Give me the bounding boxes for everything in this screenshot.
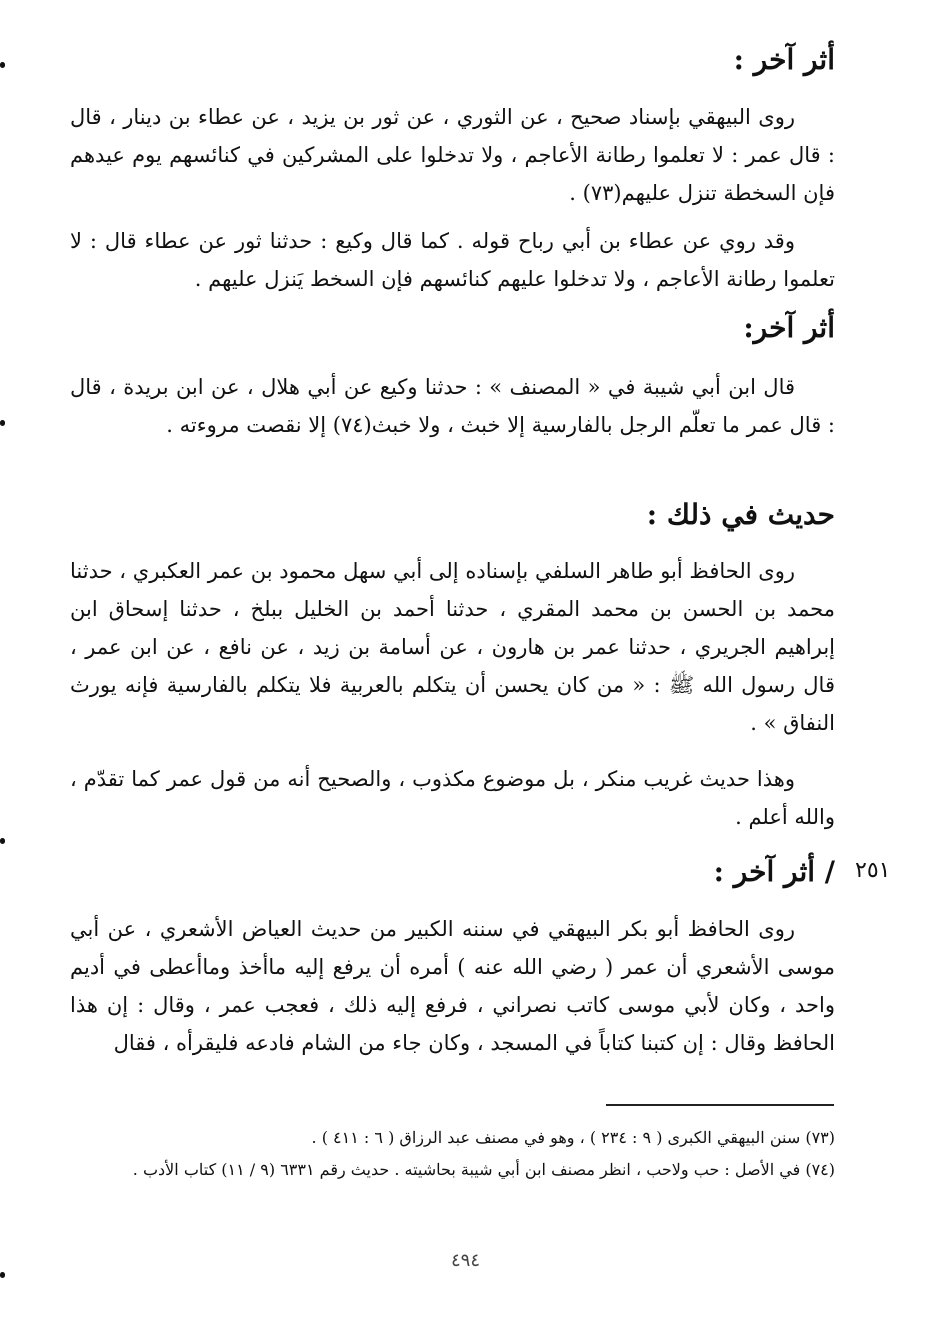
margin-page-reference: ٢٥١ — [855, 858, 891, 883]
paragraph-ibn-abi-shayba: قال ابن أبي شيبة في « المصنف » : حدثنا وكيع عن أبي هلال ، عن ابن بريدة ، قال : قال عمر ما تعلّم الرجل بالفارسية إلا خبث ، ولا خبث(٧٤) إلا نقصت مروءته . — [70, 375, 835, 437]
section-heading-athar-3: / أثر آخر : — [713, 855, 835, 888]
scan-edge-mark — [0, 62, 5, 68]
footnote-separator — [606, 1104, 834, 1106]
paragraph-abu-musa-narration: روى الحافظ أبو بكر البيهقي في سننه الكبير من حديث العياض الأشعري ، عن أبي موسى الأشعري أن عمر ( رضي الله عنه ) أمره أن يرفع إليه ماأخذ وماأعطى في أديم واحد ، وكان لأبي موسى كاتب نصراني ، فرفع إليه ذلك ، فعجب عمر ، وقال : إن هذا الحافظ وقال : إن كتبنا كتاباً في المسجد ، وكان جاء من الشام فادعه فليقرأه ، فقال — [70, 917, 835, 1055]
paragraph-silafi-narration: روى الحافظ أبو طاهر السلفي بإسناده إلى أبي سهل محمود بن عمر العكبري ، حدثنا محمد بن الحسن بن محمد المقري ، حدثنا أحمد بن الخليل ببلخ ، حدثنا إسحاق ابن إبراهيم الجريري ، حدثنا عمر بن هارون ، عن أسامة بن زيد ، عن نافع ، عن ابن عمر ، قال رسول الله ﷺ : « من كان يحسن أن يتكلم بالعربية فلا يتكلم بالفارسية فإنه يورث النفاق » . — [70, 559, 835, 735]
scan-edge-mark — [0, 1272, 5, 1278]
paragraph-ata-narration: وقد روي عن عطاء بن أبي رباح قوله . كما قال وكيع : حدثنا ثور عن عطاء قال : لا تعلموا رطانة الأعاجم ، ولا تدخلوا عليهم كنائسهم فإن السخط يَنزل عليهم . — [70, 229, 835, 291]
section-heading-hadith: حديث في ذلك : — [646, 498, 835, 531]
section-heading-athar-2: أثر آخر: — [743, 311, 835, 344]
footnote-74: (٧٤) في الأصل : حب ولاحب ، انظر مصنف ابن أبي شيبة بحاشيته . حديث رقم ٦٣٣١ (٩ / ١١) كتاب الأدب . — [132, 1160, 835, 1179]
page-number: ٤٩٤ — [450, 1250, 480, 1271]
paragraph-bayhaqi-narration: روى البيهقي بإسناد صحيح ، عن الثوري ، عن ثور بن يزيد ، عن عطاء بن دينار ، قال : قال عمر : لا تعلموا رطانة الأعاجم ، ولا تدخلوا على المشركين في كنائسهم يوم عيدهم فإن السخطة تنزل عليهم(٧٣) . — [70, 105, 835, 205]
paragraph-hadith-grading: وهذا حديث غريب منكر ، بل موضوع مكذوب ، والصحيح أنه من قول عمر كما تقدّم ، والله أعلم . — [70, 767, 835, 829]
footnote-73: (٧٣) سنن البيهقي الكبرى ( ٩ : ٢٣٤ ) ، وهو في مصنف عبد الرزاق ( ٦ : ٤١١ ) . — [311, 1128, 835, 1147]
scan-edge-mark — [0, 838, 5, 844]
section-heading-athar-1: أثر آخر : — [733, 43, 835, 76]
scan-edge-mark — [0, 420, 5, 426]
